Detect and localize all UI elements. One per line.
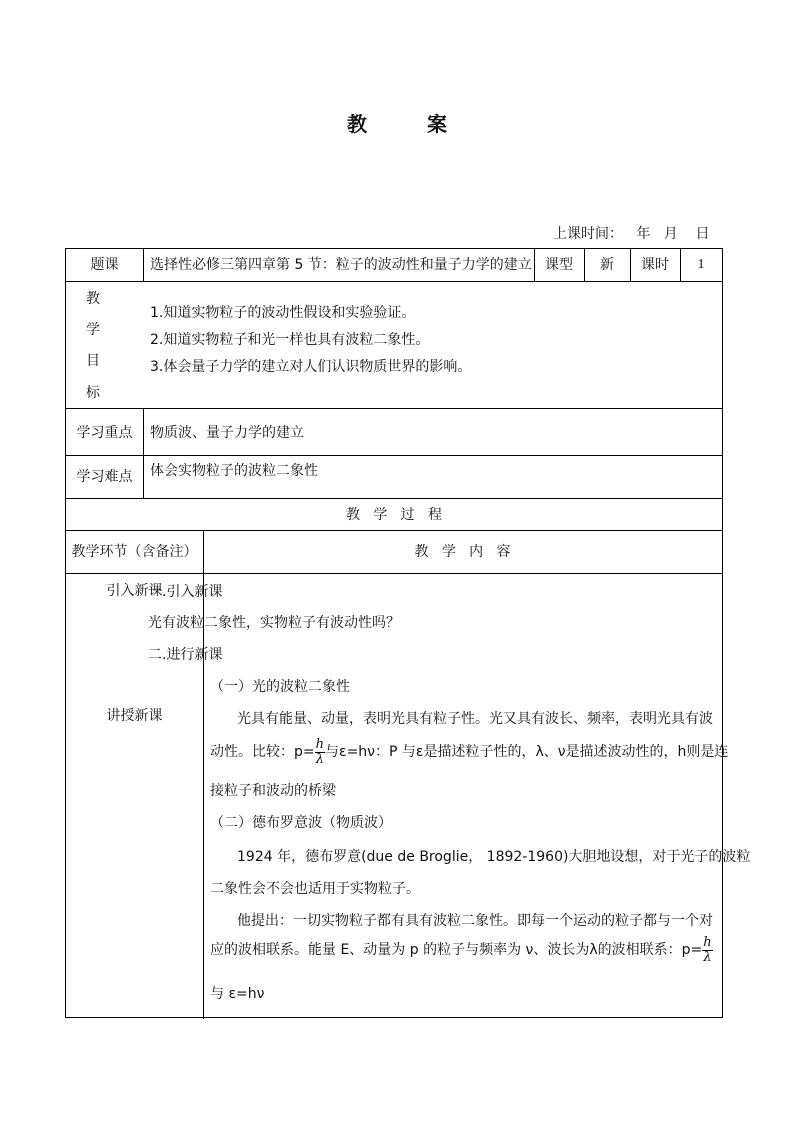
goal-item: 3.体会量子力学的建立对人们认识物质世界的影响。 <box>150 359 472 375</box>
fraction-numerator: h <box>315 736 324 752</box>
key-points-text: 物质波、量子力学的建立 <box>150 425 304 441</box>
class-hours-label: 课时 <box>641 257 669 273</box>
goals-label-char: 教 <box>86 291 100 307</box>
goals-label-char: 目 <box>86 353 100 369</box>
content-line <box>210 735 728 769</box>
row-divider <box>66 530 722 531</box>
row-divider <box>66 573 722 574</box>
stage-intro: 引入新课 <box>106 583 163 599</box>
goals-label-char: 学 <box>86 322 100 338</box>
content-subheading: （二）德布罗意波（物质波） <box>210 815 392 831</box>
process-header: 教 学 过 程 <box>345 507 443 523</box>
stage-column-header: 教学环节（含备注） <box>71 544 198 560</box>
document-title <box>0 108 794 137</box>
content-text: 与ε=hν：P 与ε是描述粒子性的，λ、ν是描述波动性的，h则是连 <box>325 744 729 760</box>
fraction-denominator: λ <box>703 949 712 965</box>
title-char: 教 <box>347 112 367 136</box>
goal-item: 1.知道实物粒子的波动性假设和实验验证。 <box>150 305 416 321</box>
class-hours-value: 1 <box>697 257 705 272</box>
momentum-fraction <box>702 936 712 965</box>
col-divider <box>143 408 144 498</box>
class-date-line: 上课时间： 年 月 日 <box>553 226 710 242</box>
content-line: 光具有能量、动量，表明光具有粒子性。光又具有波长、频率，表明光具有波 <box>237 711 713 727</box>
content-line: 他提出：一切实物粒子都有具有波粒二象性。即每一个运动的粒子都与一个对 <box>237 913 713 929</box>
lesson-type-label: 课型 <box>545 257 573 273</box>
content-column-header: 教 学 内 容 <box>414 544 511 560</box>
key-points-label: 学习重点 <box>76 425 133 441</box>
content-line: 与 ε=hν <box>210 986 265 1002</box>
difficulties-text: 体会实物粒子的波粒二象性 <box>150 463 318 479</box>
content-line: 二象性会不会也适用于实物粒子。 <box>210 881 420 897</box>
content-text: 动性。比较：p= <box>210 744 315 760</box>
goal-item: 2.知道实物粒子和光一样也具有波粒二象性。 <box>150 332 430 348</box>
row-divider <box>66 408 722 409</box>
momentum-fraction <box>315 738 325 767</box>
content-line: 光有波粒二象性，实物粒子有波动性吗？ <box>148 615 400 631</box>
content-line <box>210 932 713 968</box>
goals-label-char: 标 <box>86 385 100 401</box>
title-char: 案 <box>427 112 447 136</box>
content-subheading: （一）光的波粒二象性 <box>210 679 350 695</box>
row-divider <box>66 498 722 499</box>
lesson-type-value: 新 <box>600 257 614 273</box>
col-divider <box>203 530 204 1019</box>
topic-value: 选择性必修三第四章第 5 节：粒子的波动性和量子力学的建立 <box>150 257 532 273</box>
fraction-numerator: h <box>703 934 712 950</box>
content-line: 一.引入新课 <box>148 584 223 600</box>
stage-teaching: 讲授新课 <box>106 708 163 724</box>
topic-label: 题课 <box>90 257 119 273</box>
content-line: 接粒子和波动的桥梁 <box>210 783 336 799</box>
col-divider <box>143 249 144 281</box>
fraction-denominator: λ <box>315 751 324 767</box>
row-divider <box>66 455 722 456</box>
content-text: 应的波相联系。能量 E、动量为 p 的粒子与频率为 ν、波长为λ的波相联系：p= <box>210 942 703 958</box>
row-divider <box>66 281 722 282</box>
lesson-plan-table <box>65 248 723 1018</box>
content-line: 1924 年，德布罗意(due de Broglie， 1892-1960)大胆地设想，对于光子的波粒 <box>237 849 751 865</box>
difficulties-label: 学习难点 <box>76 469 133 485</box>
content-line: 二.进行新课 <box>148 647 223 663</box>
